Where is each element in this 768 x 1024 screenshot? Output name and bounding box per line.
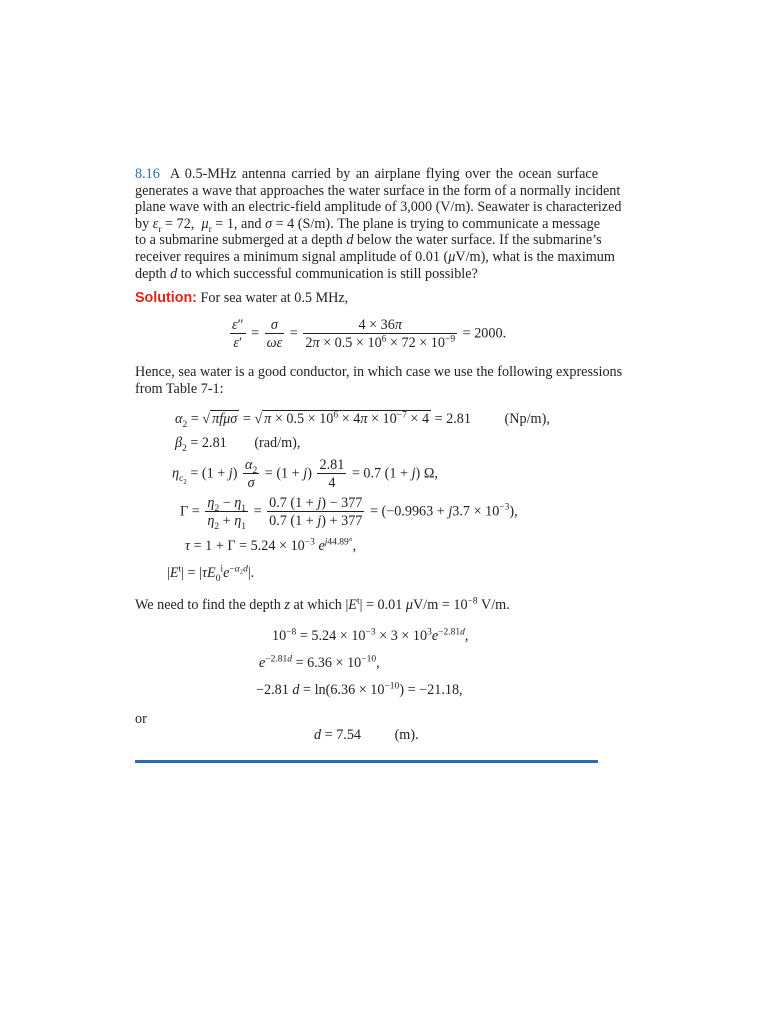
problem-statement xyxy=(135,166,622,282)
gamma-equation: Γ = $\frac{\eta_2 - \eta_1}{\eta_2 + \eta_1}$ = $\frac{0.7 (1 + j) - 377}{0.7 (1 + j) + 377}$ = $(-0.9963 + j3.7 \times 10^{-3})$, xyxy=(180,495,518,532)
hence-line-2: from Table 7-1: xyxy=(135,380,224,397)
alpha-units: (Np/m), xyxy=(504,411,550,427)
problem-line-3: plane wave with an electric-field amplitude of 3,000 (V/m). Seawater is characterized xyxy=(135,199,622,216)
need-line: We need to find the depth z at which $|E^t| = 0.01$ $\mu V/m = 10^{-8}$ V/m. xyxy=(135,596,510,613)
or-text: or xyxy=(135,711,147,727)
problem-line-5: to a submarine submerged at a depth d below the water surface. If the submarine’s xyxy=(135,232,602,249)
transmitted-field-equation: $|E^t| = |\tau E_0^ie^{-\alpha_2d}|$. xyxy=(167,564,255,584)
problem-line-1: 8.16 A 0.5-MHz antenna carried by an airplane flying over the ocean surface xyxy=(135,166,598,182)
hence-line-1: Hence, sea water is a good conductor, in which case we use the following expressions xyxy=(135,364,623,380)
section-divider xyxy=(135,760,598,763)
solution-intro: For sea water at 0.5 MHz, xyxy=(200,290,349,306)
solution-header xyxy=(135,290,348,307)
depth-equation-1: $10^{-8} = 5.24 \times 10^{-3} \times 3 \times 10^3e^{-2.81d}$, xyxy=(272,627,469,644)
problem-number: 8.16 xyxy=(135,166,160,182)
loss-tangent-equation: $\frac{\varepsilon''}{\varepsilon'}$ = $\frac{\sigma}{\omega\varepsilon}$ = $\frac{4 \times 36\pi}{2\pi \times 0.5 \times 10^6 \times 72 \times 10^{-9}}$ = 2000. xyxy=(232,317,507,351)
problem-line-4: by $\varepsilon_r = 72$, $\mu_r = 1$, and σ = 4 (S/m). The plane is trying to communicate a message xyxy=(135,215,600,235)
hence-paragraph xyxy=(135,364,623,397)
solution-label: Solution: xyxy=(135,290,197,306)
ratio-result: = 2000. xyxy=(462,325,507,342)
problem-line-7: depth d to which successful communication is still possible? xyxy=(135,265,478,282)
beta-equation: $\beta_2 = 2.81$ (rad/m), xyxy=(175,435,301,454)
depth-equation-2: $e^{-2.81d} = 6.36 \times 10^{-10}$, xyxy=(259,654,380,671)
final-answer: d = 7.54 (m). xyxy=(314,727,419,743)
beta-units: (rad/m), xyxy=(254,435,301,451)
eta-equation: $\eta_{c_2} = (1 + j)$ $\frac{\alpha_2}{\sigma}$ = (1 + j) $\frac{2.81}{4}$ = 0.7 (1 + j) Ω, xyxy=(172,457,438,491)
tau-equation: $\tau = 1 + \Gamma = 5.24 \times 10^{-3}$ $e^{j44.89^\circ}$, xyxy=(185,537,357,554)
depth-equation-3: −2.81 $d = \ln(6.36 \times 10^{-10}) = -21.18$, xyxy=(256,681,463,698)
problem-line-6: receiver requires a minimum signal amplitude of 0.01 (μV/m), what is the maximum xyxy=(135,248,615,265)
problem-line-2: generates a wave that approaches the water surface in the form of a normally incident xyxy=(135,182,621,199)
alpha-equation: $\alpha_2$ = √ πfμσ = √ $\pi \times 0.5 \times 10^6 \times 4\pi \times 10^{-7} \times 4 = 2.81$ (Np/m), xyxy=(175,410,550,430)
final-units: (m). xyxy=(394,727,419,743)
